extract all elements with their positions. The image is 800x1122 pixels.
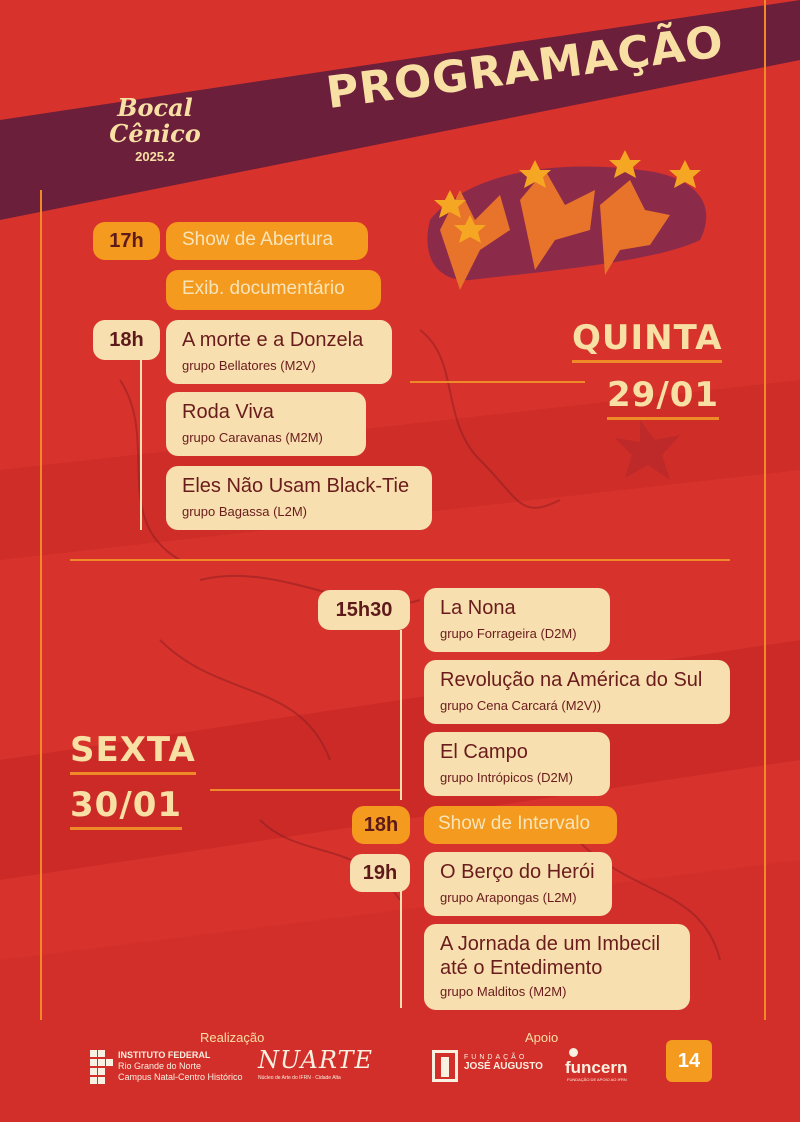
- event-la-nona[interactable]: [424, 588, 610, 652]
- event-show-abertura[interactable]: [166, 222, 368, 260]
- event-name: Eles Não Usam Black-Tie: [182, 475, 410, 497]
- frame-right-line: [764, 0, 766, 1020]
- event-group: grupo Intrópicos (D2M): [440, 770, 573, 785]
- event-name: O Berço do Herói: [440, 861, 595, 883]
- event-roda-viva[interactable]: [166, 392, 366, 456]
- friday-timeline-2: [400, 890, 402, 1008]
- event-exib-documentario[interactable]: [166, 270, 381, 310]
- friday-date: 30/01: [70, 785, 182, 830]
- time-badge-18h-friday: 18h: [352, 806, 410, 844]
- event-name: Revolução na América do Sul: [440, 669, 703, 691]
- funcern-logo: [565, 1048, 645, 1084]
- event-group: grupo Caravanas (M2M): [182, 430, 323, 445]
- ifrn-logo: [90, 1050, 243, 1086]
- event-group: grupo Bellatores (M2V): [182, 358, 316, 373]
- thursday-date: 29/01: [607, 375, 719, 420]
- event-group: grupo Malditos (M2M): [440, 984, 567, 999]
- fundacao-top: FUNDAÇÃO: [464, 1054, 528, 1061]
- thursday-day: QUINTA: [572, 318, 722, 363]
- nuarte-subtitle: Núcleo de Arte do IFRN · Cidade Alta: [258, 1075, 341, 1081]
- friday-timeline-1: [400, 630, 402, 800]
- event-a-morte-e-a-donzela[interactable]: [166, 320, 392, 384]
- event-group: grupo Arapongas (L2M): [440, 890, 577, 905]
- event-el-campo[interactable]: [424, 732, 610, 796]
- event-a-jornada-de-um-imbecil[interactable]: [424, 924, 690, 1010]
- thursday-heading: [572, 318, 722, 363]
- thursday-timeline: [140, 360, 142, 530]
- ifrn-line2: Rio Grande do Norte: [118, 1061, 202, 1071]
- event-name: Exib. documentário: [182, 278, 345, 299]
- event-name: El Campo: [440, 741, 528, 763]
- festival-logo: [100, 95, 210, 164]
- frame-left-line: [40, 190, 42, 1020]
- page-title: PROGRAMAÇÃO: [323, 16, 727, 120]
- event-show-de-intervalo[interactable]: [424, 806, 617, 844]
- time-badge-15h30: 15h30: [318, 590, 410, 630]
- section-divider: [70, 559, 730, 561]
- time-badge-17h: 17h: [93, 222, 160, 260]
- fundacao-icon: [432, 1050, 458, 1082]
- event-name: A Jornada de um Imbecil até o Entedimento: [440, 933, 661, 979]
- apoio-label: Apoio: [525, 1030, 559, 1045]
- time-badge-19h: 19h: [350, 854, 410, 892]
- funcern-text: funcern: [565, 1058, 628, 1077]
- thursday-date-block: [607, 375, 719, 420]
- ifrn-line3: Campus Natal-Centro Histórico: [118, 1072, 243, 1082]
- channel-14-logo: [666, 1040, 712, 1082]
- logo-text: Bocal Cênico: [109, 93, 201, 148]
- ifrn-grid-icon: [90, 1050, 114, 1084]
- fundacao-jose-augusto-logo: [432, 1050, 552, 1084]
- logo-edition: 2025.2: [135, 149, 175, 164]
- channel-number: 14: [677, 1049, 701, 1072]
- funcern-subtitle: FUNDAÇÃO DE APOIO AO IFRN: [567, 1077, 627, 1082]
- event-name: A morte e a Donzela: [182, 329, 364, 351]
- friday-date-block: [70, 785, 182, 830]
- event-group: grupo Bagassa (L2M): [182, 504, 308, 519]
- thursday-connector: [410, 381, 585, 383]
- nuarte-text: NUARTE: [258, 1046, 373, 1074]
- realizacao-label: Realização: [200, 1030, 265, 1045]
- event-name: Show de Abertura: [182, 229, 334, 250]
- event-revolucao-na-america-do-sul[interactable]: [424, 660, 730, 724]
- friday-day: SEXTA: [70, 730, 196, 775]
- event-name: La Nona: [440, 597, 516, 619]
- event-eles-nao-usam-black-tie[interactable]: [166, 466, 432, 530]
- friday-heading: [70, 730, 196, 775]
- event-group: grupo Cena Carcará (M2V)): [440, 698, 602, 713]
- event-o-berco-do-heroi[interactable]: [424, 852, 612, 916]
- fundacao-name: JOSÉ AUGUSTO: [464, 1061, 543, 1072]
- event-name: Roda Viva: [182, 401, 274, 423]
- event-name: Show de Intervalo: [438, 813, 591, 834]
- time-badge-18h: 18h: [93, 320, 160, 360]
- nuarte-logo: [258, 1046, 373, 1086]
- funcern-dot-icon: [569, 1048, 578, 1057]
- friday-connector: [210, 789, 400, 791]
- event-group: grupo Forrageira (D2M): [440, 626, 577, 641]
- ifrn-line1: INSTITUTO FEDERAL: [118, 1050, 211, 1060]
